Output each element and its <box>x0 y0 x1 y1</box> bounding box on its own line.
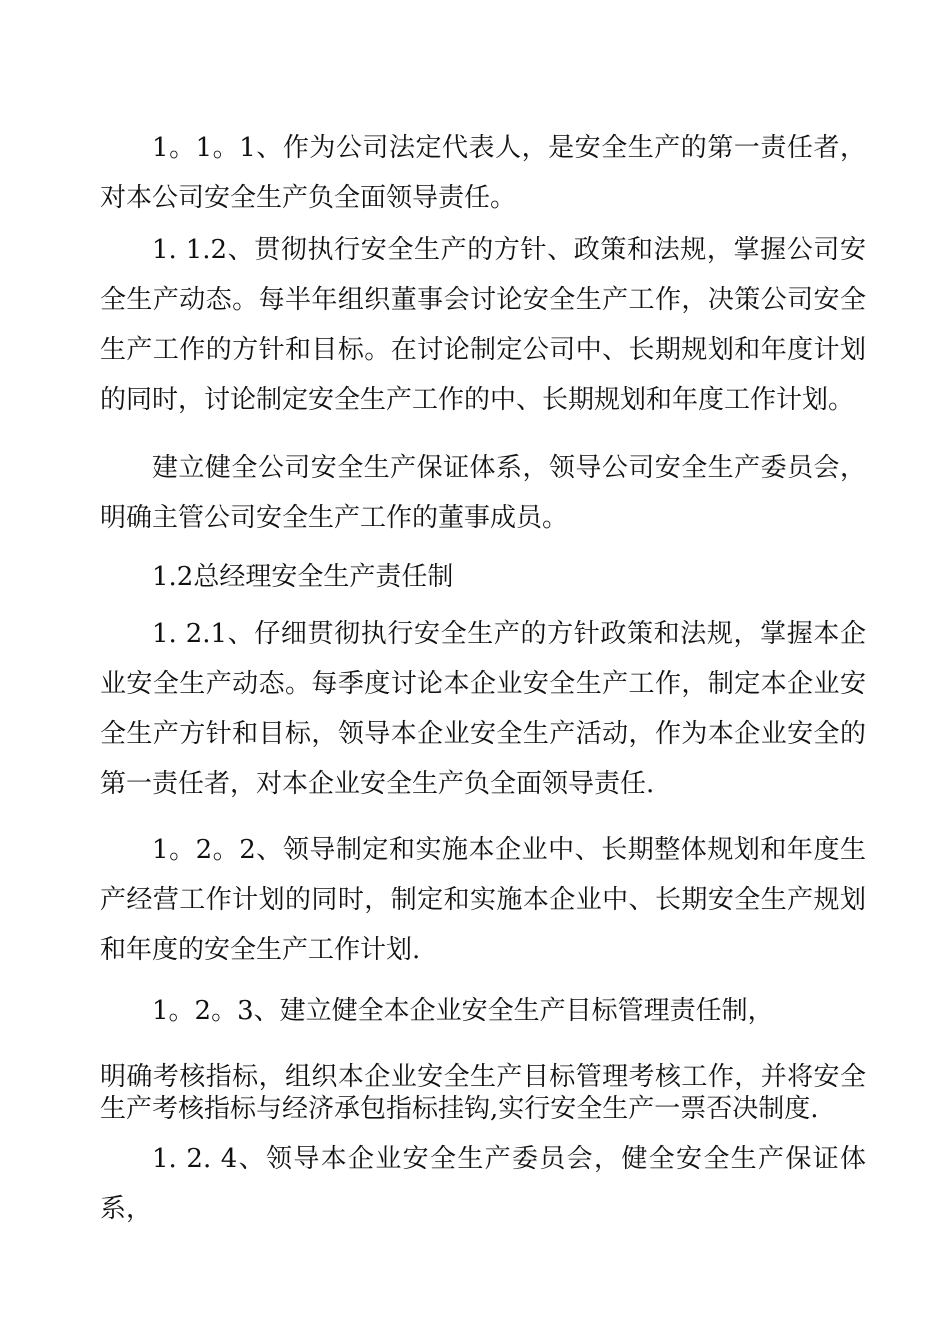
paragraph-1-1-1: 1。1。1、作为公司法定代表人，是安全生产的第一责任者，对本公司安全生产负全面领导责任。 <box>100 133 866 213</box>
paragraph-1-2-3-continued: 明确考核指标，组织本企业安全生产目标管理考核工作，并将安全生产考核指标与经济承包指标挂钩,实行安全生产一票否决制度. <box>100 1062 866 1124</box>
paragraph-1-2-3: 1。2。3、建立健全本企业安全生产目标管理责任制， <box>152 996 774 1026</box>
section-heading-1-2: 1.2总经理安全生产责任制 <box>152 562 454 592</box>
paragraph-1-2-4: 1. 2. 4、领导本企业安全生产委员会，健全安全生产保证体系， <box>100 1144 866 1224</box>
paragraph-safety-system: 建立健全公司安全生产保证体系，领导公司安全生产委员会，明确主管公司安全生产工作的董事成员。 <box>100 453 866 533</box>
paragraph-1-1-2: 1. 1.2、贯彻执行安全生产的方针、政策和法规，掌握公司安全生产动态。每半年组织董事会讨论安全生产工作，决策公司安全生产工作的方针和目标。在讨论制定公司中、长期规划和年度计划的同时，讨论制定安全生产工作的中、长期规划和年度工作计划。 <box>100 235 866 415</box>
paragraph-1-2-2: 1。2。2、领导制定和实施本企业中、长期整体规划和年度生产经营工作计划的同时，制定和实施本企业中、长期安全生产规划和年度的安全生产工作计划. <box>100 835 866 965</box>
paragraph-1-2-1: 1. 2.1、仔细贯彻执行安全生产的方针政策和法规，掌握本企业安全生产动态。每季度讨论本企业安全生产工作，制定本企业安全生产方针和目标，领导本企业安全生产活动，作为本企业安全的第一责任者，对本企业安全生产负全面领导责任. <box>100 619 866 799</box>
